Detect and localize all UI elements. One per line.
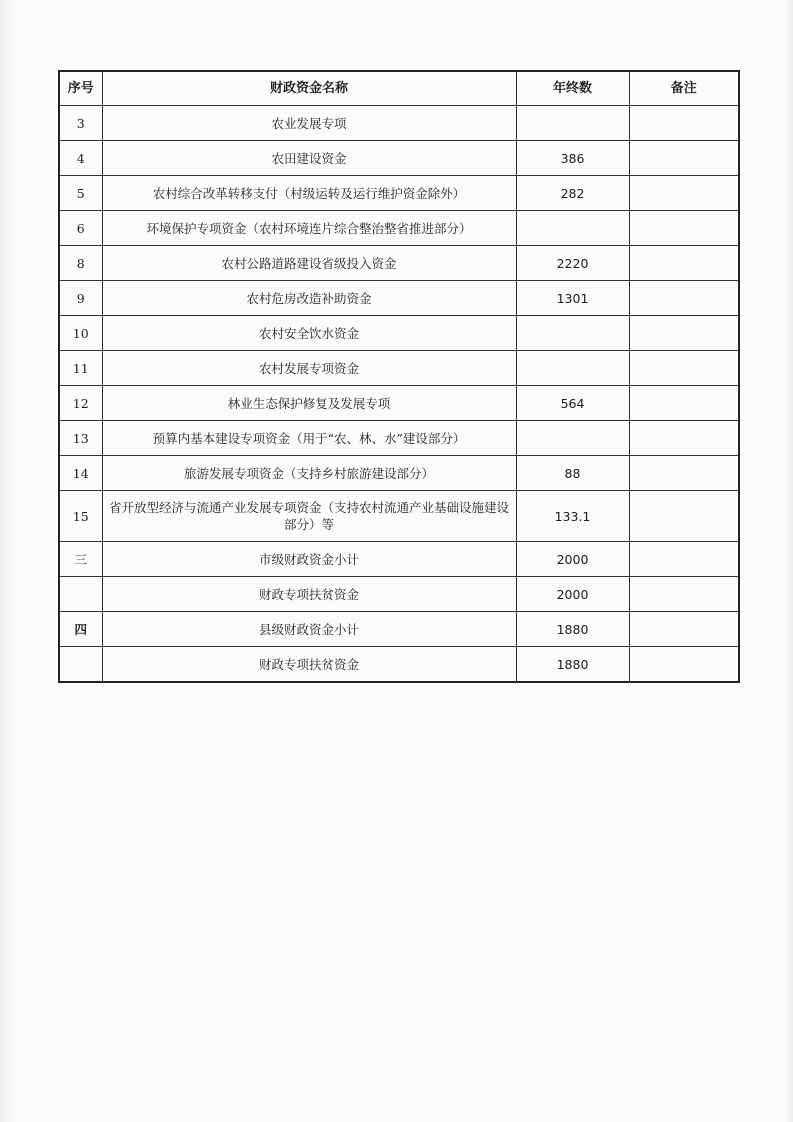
row-name: 财政专项扶贫资金 (102, 647, 516, 683)
table-row (59, 176, 739, 211)
table-row (59, 211, 739, 246)
row-amount (516, 421, 629, 456)
row-name: 财政专项扶贫资金 (102, 577, 516, 612)
row-note (629, 211, 739, 246)
row-seq: 8 (59, 246, 102, 281)
row-note (629, 577, 739, 612)
row-name: 农村安全饮水资金 (102, 316, 516, 351)
header-amount: 年终数 (516, 71, 629, 106)
table-row (59, 577, 739, 612)
row-name: 预算内基本建设专项资金（用于“农、林、水”建设部分） (102, 421, 516, 456)
row-note (629, 106, 739, 141)
table-row (59, 106, 739, 141)
header-name: 财政资金名称 (102, 71, 516, 106)
row-amount: 282 (516, 176, 629, 211)
row-note (629, 456, 739, 491)
row-name: 农村发展专项资金 (102, 351, 516, 386)
scan-edge-right (785, 0, 793, 1122)
row-note (629, 491, 739, 542)
row-note (629, 647, 739, 683)
row-seq: 11 (59, 351, 102, 386)
row-name: 县级财政资金小计 (102, 612, 516, 647)
table-row (59, 456, 739, 491)
table-row (59, 141, 739, 176)
row-note (629, 316, 739, 351)
header-note: 备注 (629, 71, 739, 106)
row-name: 农村危房改造补助资金 (102, 281, 516, 316)
row-name: 旅游发展专项资金（支持乡村旅游建设部分） (102, 456, 516, 491)
table-row (59, 421, 739, 456)
row-name: 环境保护专项资金（农村环境连片综合整治整省推进部分） (102, 211, 516, 246)
row-amount: 1880 (516, 647, 629, 683)
row-seq: 四 (59, 612, 102, 647)
row-seq: 三 (59, 542, 102, 577)
fund-table (58, 70, 740, 683)
row-seq: 13 (59, 421, 102, 456)
row-name: 农业发展专项 (102, 106, 516, 141)
row-amount (516, 351, 629, 386)
row-seq: 10 (59, 316, 102, 351)
row-amount: 2000 (516, 542, 629, 577)
row-name: 农村综合改革转移支付（村级运转及运行维护资金除外） (102, 176, 516, 211)
row-amount (516, 316, 629, 351)
row-name: 市级财政资金小计 (102, 542, 516, 577)
table-row (59, 316, 739, 351)
row-amount (516, 211, 629, 246)
row-amount: 88 (516, 456, 629, 491)
row-note (629, 246, 739, 281)
row-note (629, 351, 739, 386)
table-row (59, 647, 739, 683)
table-row (59, 386, 739, 421)
row-seq: 9 (59, 281, 102, 316)
row-note (629, 386, 739, 421)
row-seq: 4 (59, 141, 102, 176)
row-amount: 2000 (516, 577, 629, 612)
header-row (59, 71, 739, 106)
row-amount: 1880 (516, 612, 629, 647)
table-row (59, 491, 739, 542)
row-seq: 12 (59, 386, 102, 421)
row-note (629, 176, 739, 211)
table-row (59, 351, 739, 386)
subtotal-row (59, 542, 739, 577)
row-note (629, 141, 739, 176)
row-name: 省开放型经济与流通产业发展专项资金（支持农村流通产业基础设施建设部分）等 (102, 491, 516, 542)
row-seq: 3 (59, 106, 102, 141)
row-seq: 14 (59, 456, 102, 491)
row-note (629, 421, 739, 456)
table-row (59, 281, 739, 316)
row-seq: 15 (59, 491, 102, 542)
header-seq: 序号 (59, 71, 102, 106)
row-seq: 6 (59, 211, 102, 246)
scan-edge-left (0, 0, 14, 1122)
row-amount (516, 106, 629, 141)
row-seq: 5 (59, 176, 102, 211)
row-amount: 564 (516, 386, 629, 421)
row-seq (59, 647, 102, 683)
row-amount: 386 (516, 141, 629, 176)
row-name: 林业生态保护修复及发展专项 (102, 386, 516, 421)
row-amount: 133.1 (516, 491, 629, 542)
row-note (629, 612, 739, 647)
table-row (59, 246, 739, 281)
row-name: 农田建设资金 (102, 141, 516, 176)
row-amount: 2220 (516, 246, 629, 281)
row-seq (59, 577, 102, 612)
row-note (629, 542, 739, 577)
row-name: 农村公路道路建设省级投入资金 (102, 246, 516, 281)
row-amount: 1301 (516, 281, 629, 316)
row-note (629, 281, 739, 316)
subtotal-row (59, 612, 739, 647)
